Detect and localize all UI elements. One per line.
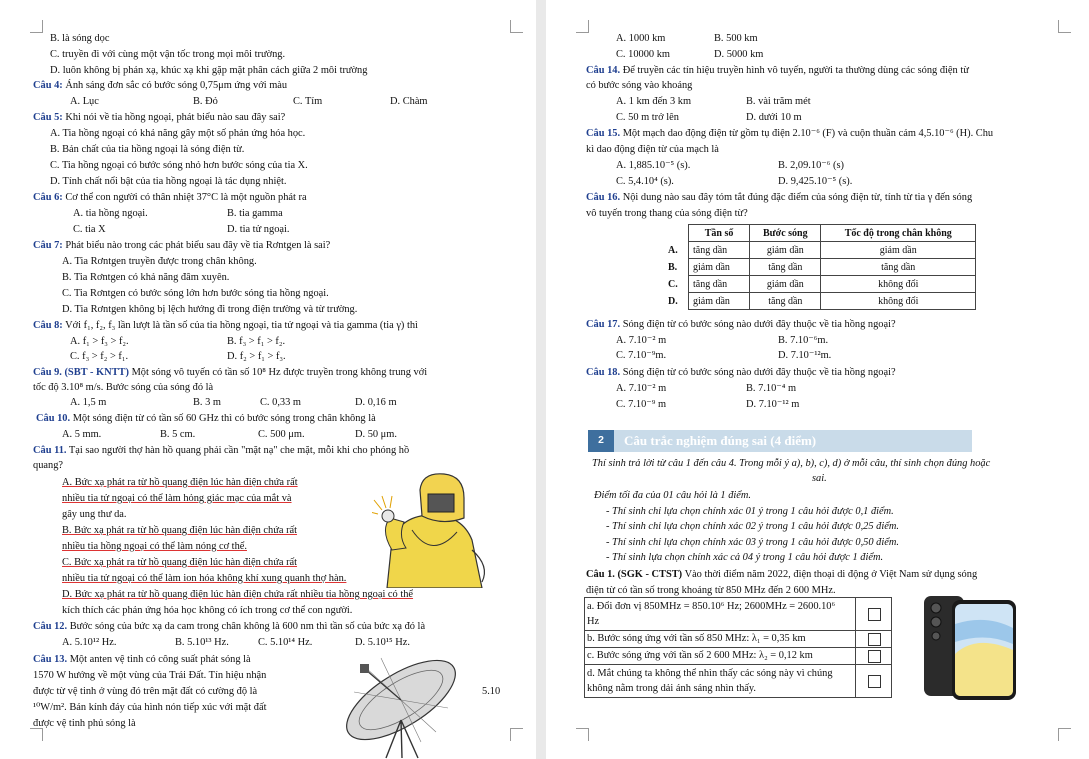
tf-statement-a-l1: a. Đổi đơn vị 850MHz = 850.10⁶ Hz; 2600MHz = 2600.10⁶ <box>587 601 836 612</box>
q5-option-d: D. Tính chất nổi bật của tia hồng ngoại là tác dụng nhiệt. <box>50 176 287 187</box>
q6-label: Câu 6: <box>33 192 63 203</box>
q18-text: Sóng điện từ có bước sóng nào dưới đây thuộc về tia hồng ngoại? <box>622 367 896 378</box>
q11-stem <box>33 444 409 457</box>
q12-stem <box>33 620 425 633</box>
q4-label: Câu 4: <box>33 80 63 91</box>
q5-option-c: C. Tia hồng ngoại có bước sóng nhỏ hơn bước sóng của tia X. <box>50 160 308 171</box>
q13-stem-l1 <box>33 653 251 666</box>
tf-q1-label: Câu 1. (SGK - CTST) <box>586 569 683 580</box>
q14-option-c: C. 50 m trở lên <box>616 112 679 123</box>
q6-text: Cơ thể con người có thân nhiệt 37°C là một nguồn phát ra <box>65 192 307 203</box>
q6-option-d: D. tia tử ngoại. <box>227 224 290 235</box>
tf-answer-cell <box>855 665 892 697</box>
tf-statement-d-l2: không nằm trong dải ánh sáng nhìn thấy. <box>587 683 757 694</box>
instructions-line: Thí sinh trả lời từ câu 1 đến câu 4. Trong mỗi ý a), b), c), d) ở mỗi câu, thí sinh chọn đúng hoặc <box>592 458 991 469</box>
crop-mark <box>30 20 43 33</box>
instructions-line: Điểm tối đa của 01 câu hỏi là 1 điểm. <box>594 490 751 501</box>
q14-option-a: A. 1 km đến 3 km <box>616 96 692 107</box>
q13-option-a: A. 1000 km <box>616 33 666 44</box>
tf-q1-text: Vào thời điểm năm 2022, điện thoại di động ở Việt Nam sử dụng sóng <box>684 569 978 580</box>
q9-option-c: C. 0,33 m <box>260 397 301 408</box>
crop-mark <box>510 728 523 741</box>
tf-statement-d-l1: d. Mắt chúng ta không thể nhìn thấy các sóng này vì chúng <box>587 668 833 679</box>
q7-option-c: C. Tia Rơntgen có bước sóng lớn hơn bước sóng tia hồng ngoại. <box>62 288 329 299</box>
q8-label: Câu 8: <box>33 320 63 331</box>
q6-stem <box>33 191 307 204</box>
welder-illustration <box>372 470 502 588</box>
q9-option-b: B. 3 m <box>193 397 222 408</box>
q13-stem-l2: 1570 W hướng về một vùng của Trái Đất. Tín hiệu nhận <box>33 670 267 681</box>
q15-option-d: D. 9,425.10⁻⁵ (s). <box>778 176 853 187</box>
q15-stem-cont: kì dao động điện từ của mạch là <box>586 144 719 155</box>
tf-row-a <box>585 598 891 631</box>
table-cell: A. <box>668 244 678 256</box>
q11-option-a-l2: nhiều tia tử ngoại có thể làm hỏng giác mạc của mắt và <box>62 493 292 504</box>
instructions-line: - Thí sinh chỉ lựa chọn chính xác 02 ý trong 1 câu hỏi được 0,25 điểm. <box>606 521 899 532</box>
section-number: 2 <box>588 430 614 452</box>
q10-label: Câu 10. <box>36 413 71 424</box>
q16-header-cell: Tần số <box>689 225 750 242</box>
section-header <box>588 430 972 452</box>
q16-stem-cont: vô tuyến trong thang của sóng điện từ? <box>586 208 748 219</box>
q16-header-cell: Tốc độ trong chân không <box>821 225 976 242</box>
table-cell: tăng dần <box>750 259 821 276</box>
q13-text: Một anten vệ tinh có công suất phát sóng là <box>69 654 251 665</box>
q3-option-c: C. truyền đi với cùng một vận tốc trong mọi môi trường. <box>50 49 286 60</box>
q7-option-a: A. Tia Rơntgen truyền được trong chân không. <box>62 256 257 267</box>
q18-option-a: A. 7.10⁻² m <box>616 383 667 394</box>
q11-label: Câu 11. <box>33 445 67 456</box>
table-cell: tăng dần <box>750 293 821 310</box>
q12-option-a: A. 5.10¹² Hz. <box>62 637 117 648</box>
q9-stem <box>33 366 427 379</box>
q6-option-b: B. tia gamma <box>227 208 283 219</box>
q9-stem-cont: tốc độ 3.10⁸ m/s. Bước sóng của sóng đó là <box>33 382 214 393</box>
table-cell: tăng dần <box>689 276 750 293</box>
q10-option-d: D. 50 μm. <box>355 429 397 440</box>
phone-illustration <box>906 594 1026 702</box>
q11-stem-cont: quang? <box>33 460 64 471</box>
q10-stem <box>36 412 376 425</box>
right-page <box>546 0 1089 759</box>
q9-option-d: D. 0,16 m <box>355 397 397 408</box>
q18-stem <box>586 366 896 379</box>
crop-mark <box>576 728 589 741</box>
q13-stem-l4: ¹⁰W/m². Bán kính đáy của hình nón tiếp xúc với mặt đất <box>33 702 267 713</box>
q7-text: Phát biểu nào trong các phát biểu sau đây về tia Rơntgen là sai? <box>65 240 331 251</box>
q16-stem <box>586 191 972 204</box>
tf-statement-a-l2: Hz <box>587 616 600 627</box>
table-cell: không đổi <box>821 293 976 310</box>
q16-header-cell: Bước sóng <box>750 225 821 242</box>
table-cell: giảm dần <box>821 242 976 259</box>
table-cell: giảm dần <box>689 293 750 310</box>
tf-row-d <box>585 665 891 697</box>
table-cell: giảm dần <box>750 242 821 259</box>
tf-statement-c: c. Bước sóng ứng với tần số 2 600 MHz: λ₂ = 0,12 km <box>587 650 813 661</box>
table-row <box>664 276 976 293</box>
tf-answer-cell <box>855 648 892 664</box>
q5-text: Khi nói về tia hồng ngoại, phát biểu nào sau đây sai? <box>65 112 286 123</box>
checkbox-b[interactable] <box>868 633 881 646</box>
q11-option-d-l1: D. Bức xạ phát ra từ hồ quang điện lúc hàn điện chứa rất nhiều tia hồng ngoại có thể <box>62 589 414 600</box>
satellite-dish-illustration <box>326 650 471 759</box>
q8-stem <box>33 319 418 332</box>
q16-label: Câu 16. <box>586 192 621 203</box>
q6-option-a: A. tia hồng ngoại. <box>73 208 148 219</box>
q18-option-d: D. 7.10⁻¹² m <box>746 399 800 410</box>
q5-stem <box>33 111 285 124</box>
q17-stem <box>586 318 896 331</box>
crop-mark <box>510 20 523 33</box>
checkbox-a[interactable] <box>868 608 881 621</box>
q10-option-b: B. 5 cm. <box>160 429 196 440</box>
table-cell: giảm dần <box>689 259 750 276</box>
q6-option-c: C. tia X <box>73 224 106 235</box>
q15-option-a: A. 1,885.10⁻⁵ (s). <box>616 160 691 171</box>
q14-stem <box>586 64 969 77</box>
table-row <box>664 259 976 276</box>
tf-answer-cell <box>855 631 892 647</box>
q14-label: Câu 14. <box>586 65 621 76</box>
instructions-line: sai. <box>812 473 827 484</box>
q13-option-b: B. 500 km <box>714 33 758 44</box>
q12-option-d: D. 5.10¹⁵ Hz. <box>355 637 410 648</box>
q13-option-c: C. 10000 km <box>616 49 670 60</box>
q8-text: Với f₁, f₂, f₃ lần lượt là tần số của tia hồng ngoại, tia tử ngoại và tia gamma (tia γ) thì <box>65 320 418 331</box>
tf-statement-b: b. Bước sóng ứng với tần số 850 MHz: λ₁ = 0,35 km <box>587 633 806 644</box>
q3-option-d: D. luôn không bị phản xạ, khúc xạ khi gặp mặt phân cách giữa 2 môi trường <box>50 65 368 76</box>
q5-option-b: B. Bản chất của tia hồng ngoại là sóng điện từ. <box>50 144 245 155</box>
q9-option-a: A. 1,5 m <box>70 397 107 408</box>
tf-row-c <box>585 648 891 665</box>
q17-option-b: B. 7.10⁻⁶m. <box>778 335 829 346</box>
q4-text: Ánh sáng đơn sắc có bước sóng 0,75μm ứng với màu <box>65 80 288 91</box>
left-page <box>0 0 536 759</box>
q4-option-c: C. Tím <box>293 96 323 107</box>
tf-row-b <box>585 631 891 648</box>
q5-option-a: A. Tia hồng ngoại có khả năng gây một số phản ứng hóa học. <box>50 128 306 139</box>
q4-option-d: D. Chàm <box>390 96 428 107</box>
q17-option-d: D. 7.10⁻¹²m. <box>778 350 832 361</box>
table-cell: C. <box>668 278 678 290</box>
table-cell: D. <box>668 295 678 307</box>
q12-option-c: C. 5.10¹⁴ Hz. <box>258 637 313 648</box>
q4-option-b: B. Đỏ <box>193 96 218 107</box>
q3-option-b: B. là sóng dọc <box>50 33 110 44</box>
instructions-line: - Thí sinh lựa chọn chính xác cả 04 ý trong 1 câu hỏi được 1 điểm. <box>606 552 884 563</box>
q13-stem-l3: được từ vệ tinh ở vùng đó trên mặt đất có cường độ là <box>33 686 258 697</box>
q13-stem-l5: được vệ tinh phủ sóng là <box>33 718 136 729</box>
q9-text: Một sóng vô tuyến có tần số 10⁸ Hz được truyền trong không trung với <box>131 367 428 378</box>
q16-text: Nội dung nào sau đây tóm tắt đúng đặc điểm của sóng điện từ, tính từ tia γ đến sóng <box>622 192 973 203</box>
table-cell: giảm dần <box>750 276 821 293</box>
q16-table-header <box>664 225 976 242</box>
q5-label: Câu 5: <box>33 112 63 123</box>
q8-option-a: A. f₁ > f₃ > f₂. <box>70 336 129 347</box>
q13-option-d: D. 5000 km <box>714 49 764 60</box>
table-row <box>664 242 976 259</box>
q10-option-c: C. 500 μm. <box>258 429 305 440</box>
instructions-line: - Thí sinh chỉ lựa chọn chính xác 01 ý trong 1 câu hỏi được 0,1 điểm. <box>606 506 894 517</box>
tf-statement-table <box>584 597 892 698</box>
q11-option-c-l1: C. Bức xạ phát ra từ hồ quang điện lúc hàn điện chứa rất <box>62 557 298 568</box>
q18-label: Câu 18. <box>586 367 621 378</box>
q16-table <box>664 224 976 310</box>
q11-option-d-l2: kích thích các phản ứng hóa học không có ích trong cơ thể con người. <box>62 605 353 616</box>
q4-option-a: A. Lục <box>70 96 99 107</box>
q11-option-a-l3: gây ung thư da. <box>62 509 127 520</box>
tf-q1-stem-cont: điện từ có tần số trong khoảng từ 850 MHz đến 2 600 MHz. <box>586 585 836 596</box>
q13-answer: 5.10 <box>482 686 501 697</box>
table-cell: tăng dần <box>821 259 976 276</box>
crop-mark <box>1058 728 1071 741</box>
q15-label: Câu 15. <box>586 128 621 139</box>
q14-stem-cont: có bước sóng vào khoảng <box>586 80 693 91</box>
q4-stem <box>33 79 287 92</box>
q14-text: Để truyền các tín hiệu truyền hình vô tuyến, người ta thường dùng các sóng điện từ <box>622 65 969 76</box>
section-title: Câu trắc nghiệm đúng sai (4 điểm) <box>624 433 817 448</box>
checkbox-c[interactable] <box>868 650 881 663</box>
q15-option-b: B. 2,09.10⁻⁶ (s) <box>778 160 844 171</box>
q11-option-c-l2: nhiều tia tử ngoại có thể làm ion hóa không khí xung quanh thợ hàn. <box>62 573 347 584</box>
q15-option-c: C. 5,4.10⁴ (s). <box>616 176 674 187</box>
q15-stem <box>586 127 993 140</box>
q11-text: Tại sao người thợ hàn hồ quang phải cần "mặt nạ" che mặt, mỗi khi cho phóng hồ <box>68 445 410 456</box>
q17-label: Câu 17. <box>586 319 621 330</box>
q7-option-b: B. Tia Rơntgen có khả năng đâm xuyên. <box>62 272 230 283</box>
q12-label: Câu 12. <box>33 621 68 632</box>
q11-option-b-l1: B. Bức xạ phát ra từ hồ quang điện lúc hàn điện chứa rất <box>62 525 298 536</box>
q12-option-b: B. 5.10¹³ Hz. <box>175 637 229 648</box>
table-cell: tăng dần <box>689 242 750 259</box>
q8-option-d: D. f₂ > f₁ > f₃. <box>227 351 286 362</box>
q12-text: Bước sóng của bức xạ da cam trong chân không là 600 nm thì tần số của bức xạ đó là <box>69 621 426 632</box>
checkbox-d[interactable] <box>868 675 881 688</box>
table-cell: B. <box>668 261 678 273</box>
q11-option-a-l1: A. Bức xạ phát ra từ hồ quang điện lúc hàn điện chứa rất <box>62 477 298 488</box>
crop-mark <box>1058 20 1071 33</box>
tf-answer-cell <box>855 598 892 630</box>
q18-option-c: C. 7.10⁻⁹ m <box>616 399 667 410</box>
tf-q1-stem <box>586 568 977 581</box>
q9-label: Câu 9. (SBT - KNTT) <box>33 367 129 378</box>
q14-option-b: B. vài trăm mét <box>746 96 811 107</box>
instructions-line: - Thí sinh chỉ lựa chọn chính xác 03 ý trong 1 câu hỏi được 0,50 điểm. <box>606 537 899 548</box>
q17-option-c: C. 7.10⁻⁹m. <box>616 350 667 361</box>
crop-mark <box>576 20 589 33</box>
q10-option-a: A. 5 mm. <box>62 429 102 440</box>
table-row <box>664 293 976 310</box>
q17-text: Sóng điện từ có bước sóng nào dưới đây thuộc về tia hồng ngoại? <box>622 319 896 330</box>
q16-header-cell <box>664 225 689 242</box>
q14-option-d: D. dưới 10 m <box>746 112 802 123</box>
q18-option-b: B. 7.10⁻⁴ m <box>746 383 797 394</box>
q10-text: Một sóng điện từ có tần số 60 GHz thì có bước sóng trong chân không là <box>72 413 376 424</box>
q7-label: Câu 7: <box>33 240 63 251</box>
q15-text: Một mạch dao động điện từ gồm tụ điện 2.10⁻⁶ (F) và cuộn thuần cảm 4,5.10⁻⁶ (H). Chu <box>622 128 994 139</box>
table-cell: không đổi <box>821 276 976 293</box>
q13-label: Câu 13. <box>33 654 68 665</box>
q8-option-c: C. f₃ > f₂ > f₁. <box>70 351 129 362</box>
q7-stem <box>33 239 330 252</box>
q17-option-a: A. 7.10⁻² m <box>616 335 667 346</box>
q8-option-b: B. f₃ > f₁ > f₂. <box>227 336 286 347</box>
q11-option-b-l2: nhiều tia hồng ngoại có thể làm nóng cơ thể. <box>62 541 247 552</box>
q7-option-d: D. Tia Rơntgen không bị lệch hướng đi trong điện trường và từ trường. <box>62 304 358 315</box>
